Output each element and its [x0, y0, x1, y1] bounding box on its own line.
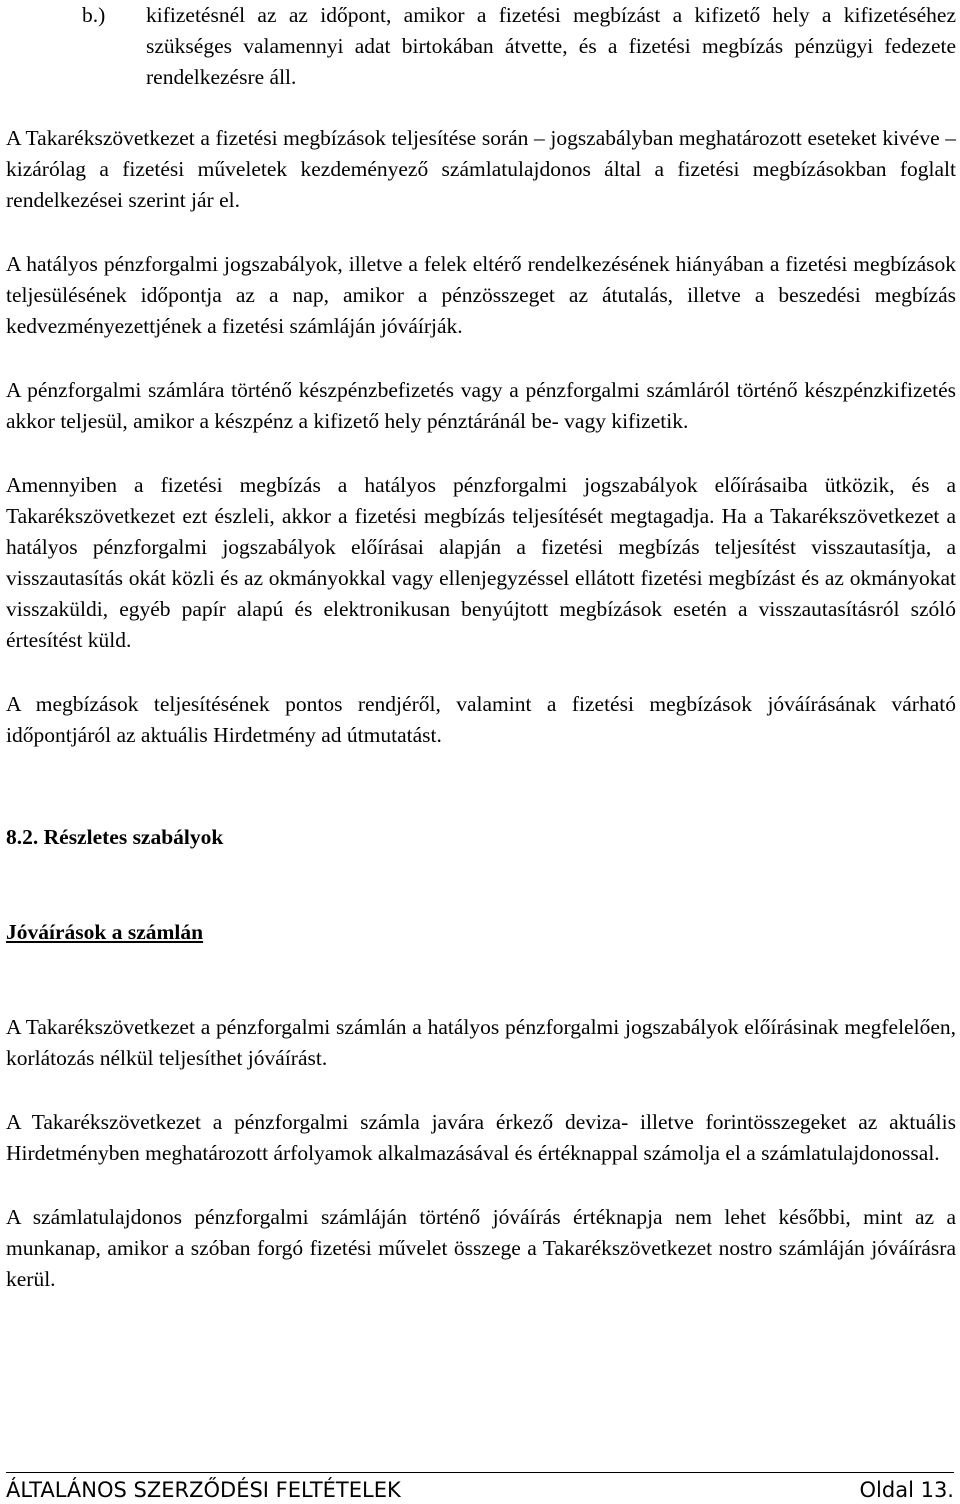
paragraph: A Takarékszövetkezet a fizetési megbízások teljesítése során – jogszabályban meghatározott eseteket kivéve – kizárólag a fizetési műveletek kezdeményező számlatulajdonos által a fizetési megbízásokban foglalt rendelkezései szerint jár el.	[6, 126, 956, 212]
list-marker: b.)	[82, 3, 106, 27]
section-heading: 8.2. Részletes szabályok	[6, 825, 224, 849]
paragraph: A megbízások teljesítésének pontos rendjéről, valamint a fizetési megbízások jóváírásának várható időpontjáról az aktuális Hirdetmény ad útmutatást.	[6, 692, 956, 747]
page-number: Oldal 13.	[859, 1478, 954, 1502]
document-page	[6, 0, 956, 1295]
list-item-b	[6, 0, 956, 93]
paragraph: A Takarékszövetkezet a pénzforgalmi számlán a hatályos pénzforgalmi jogszabályok előírásinak megfelelően, korlátozás nélkül teljesíthet jóváírást.	[6, 1015, 956, 1070]
paragraph: A pénzforgalmi számlára történő készpénzbefizetés vagy a pénzforgalmi számláról történő készpénzkifizetés akkor teljesül, amikor a készpénz a kifizető hely pénztáránál be- vagy kifizetik.	[6, 378, 956, 433]
subsection-heading: Jóváírások a számlán	[6, 920, 204, 944]
paragraph: A hatályos pénzforgalmi jogszabályok, illetve a felek eltérő rendelkezésének hiányában a fizetési megbízások teljesülésének időpontja az a nap, amikor a pénzösszeget az átutalás, illetve a beszedési megbízás kedvezményezettjének a fizetési számláján jóváírják.	[6, 252, 956, 338]
paragraph: Amennyiben a fizetési megbízás a hatályos pénzforgalmi jogszabályok előírásaiba ütközik, és a Takarékszövetkezet ezt észleli, akkor a fizetési megbízás teljesítését megtagadja. Ha a Takarékszövetkezet a hatályos pénzforgalmi jogszabályok előírásai alapján a fizetési megbízás teljesítést visszautasítja, a visszautasítás okát közli és az okmányokkal vagy ellenjegyzéssel ellátott fizetési megbízást és az okmányokat visszaküldi, egyéb papír alapú és elektronikusan benyújtott megbízások esetén a visszautasításról szóló értesítést küld.	[6, 473, 956, 652]
paragraph: A számlatulajdonos pénzforgalmi számláján történő jóváírás értéknapja nem lehet későbbi, mint az a munkanap, amikor a szóban forgó fizetési művelet összege a Takarékszövetkezet nostro számláján jóváírásra kerül.	[6, 1205, 956, 1291]
paragraph: A Takarékszövetkezet a pénzforgalmi számla javára érkező deviza- illetve forintösszegeket az aktuális Hirdetményben meghatározott árfolyamok alkalmazásával és értéknappal számolja el a számlatulajdonossal.	[6, 1110, 956, 1165]
footer-title: ÁLTALÁNOS SZERZŐDÉSI FELTÉTELEK	[6, 1478, 401, 1502]
page-footer	[6, 1472, 954, 1504]
list-item-text: kifizetésnél az az időpont, amikor a fizetési megbízást a kifizető hely a kifizetéséhez szükséges valamennyi adat birtokában átvette, és a fizetési megbízás pénzügyi fedezete rendelkezésre áll.	[146, 3, 956, 89]
